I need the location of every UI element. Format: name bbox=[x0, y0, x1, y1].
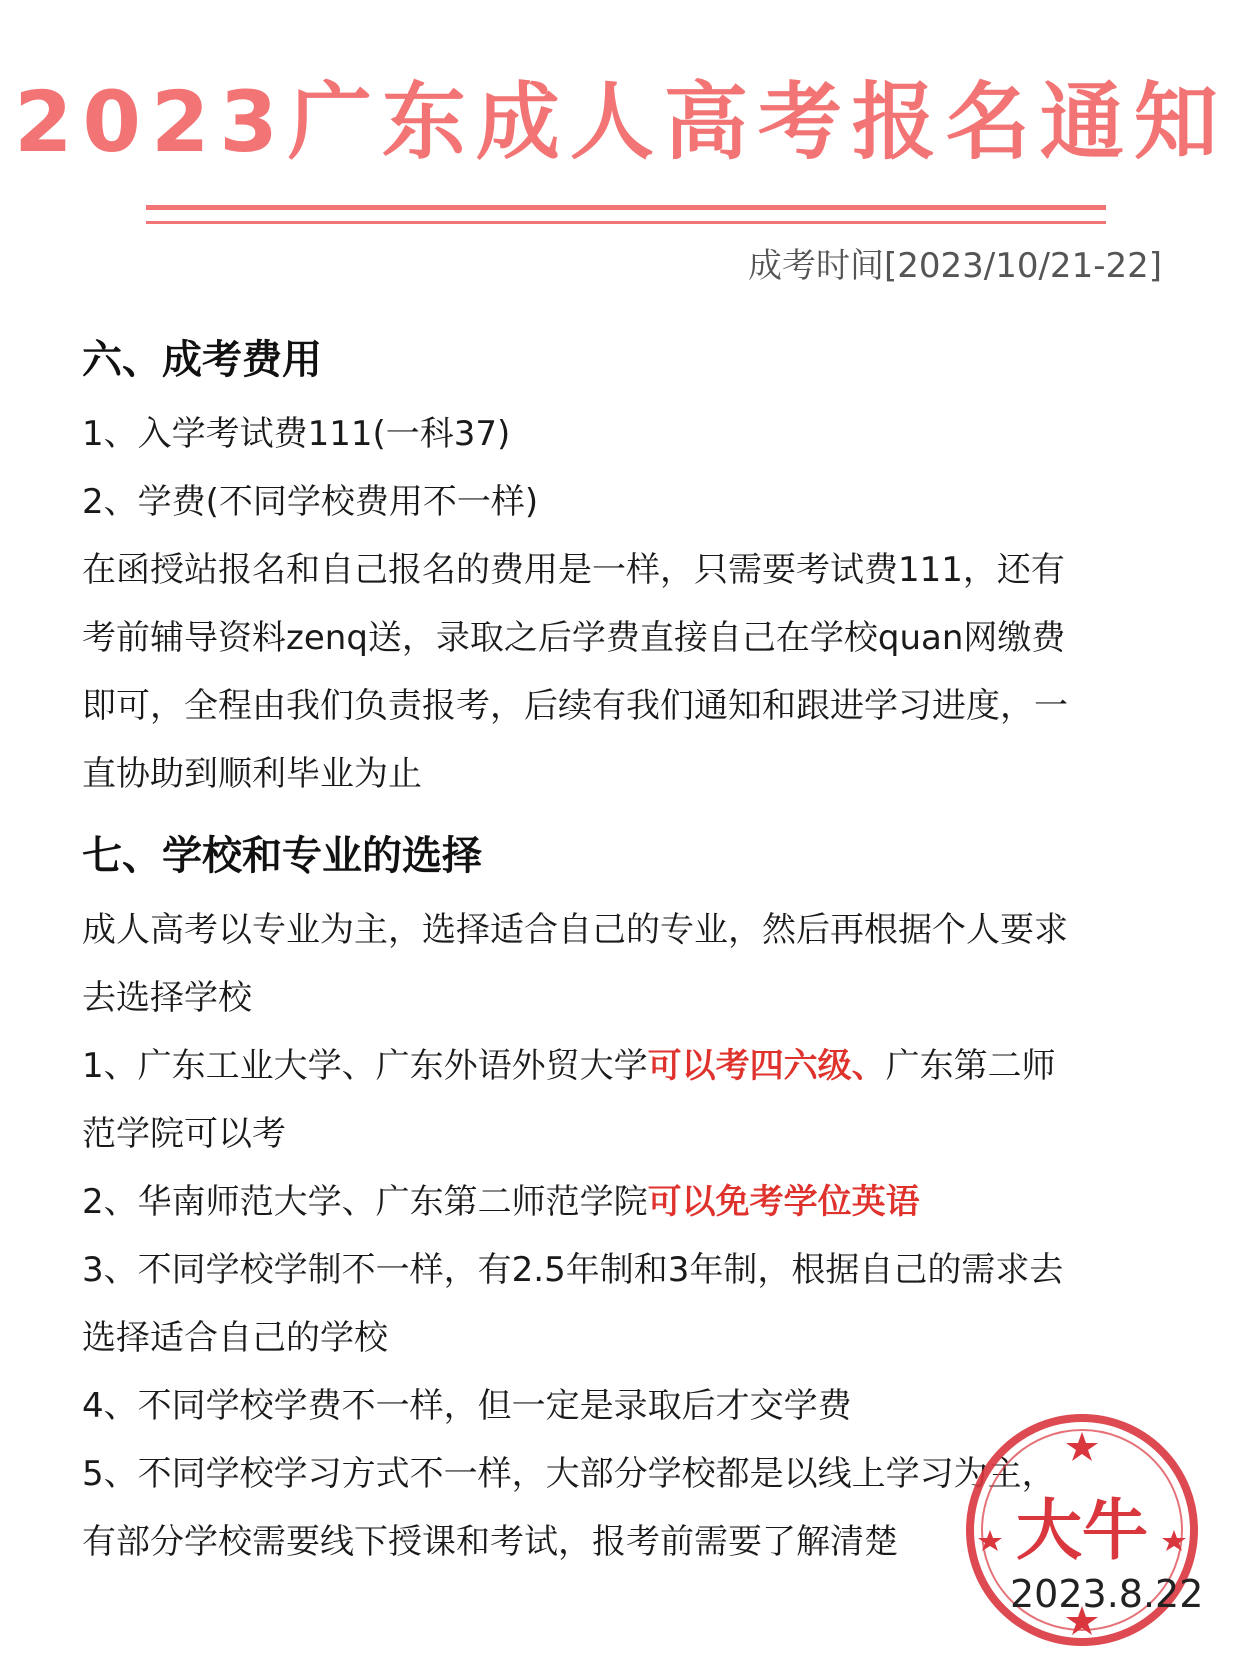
school-item-2-highlight: 可以免考学位英语 bbox=[647, 1182, 920, 1222]
fee-paragraph-line-2: 考前辅导资料zenq送，录取之后学费直接自己在学校quan网缴费 bbox=[82, 618, 1066, 658]
page-title: 2023广东成人高考报名通知 bbox=[14, 73, 1228, 171]
fee-line-1: 1、入学考试费111(一科37) bbox=[82, 414, 511, 454]
school-item-2-text: 2、华南师范大学、广东第二师范学院 bbox=[82, 1182, 648, 1222]
stamp-star-top bbox=[1066, 1432, 1098, 1461]
exam-date: 成考时间[2023/10/21-22] bbox=[747, 246, 1162, 286]
section-heading-school-choice: 七、学校和专业的选择 bbox=[82, 833, 482, 879]
school-item-3: 3、不同学校学制不一样，有2.5年制和3年制，根据自己的需求去 bbox=[82, 1250, 1064, 1290]
title-underline-thin bbox=[146, 221, 1106, 224]
stamp-date: 2023.8.22 bbox=[1010, 1572, 1204, 1616]
school-item-4: 4、不同学校学费不一样，但一定是录取后才交学费 bbox=[82, 1386, 852, 1426]
fee-paragraph-line-1: 在函授站报名和自己报名的费用是一样，只需要考试费111，还有 bbox=[82, 550, 1065, 590]
school-item-3-continued: 选择适合自己的学校 bbox=[82, 1318, 388, 1358]
school-item-2 bbox=[82, 1168, 1162, 1236]
school-item-1 bbox=[82, 1032, 1162, 1100]
school-item-1-highlight: 可以考四六级、 bbox=[647, 1046, 886, 1086]
school-item-5: 5、不同学校学习方式不一样，大部分学校都是以线上学习为主， bbox=[82, 1454, 1056, 1494]
school-intro-line-1: 成人高考以专业为主，选择适合自己的专业，然后再根据个人要求 bbox=[82, 910, 1068, 950]
school-item-1-continued: 范学院可以考 bbox=[82, 1114, 286, 1154]
stamp-text: 大牛 bbox=[1016, 1491, 1148, 1569]
school-item-1-text: 1、广东工业大学、广东外语外贸大学 bbox=[82, 1046, 648, 1086]
fee-line-2: 2、学费(不同学校费用不一样) bbox=[82, 482, 539, 522]
school-intro-line-2: 去选择学校 bbox=[82, 978, 252, 1018]
article-body bbox=[82, 330, 1162, 1576]
school-item-5-continued: 有部分学校需要线下授课和考试，报考前需要了解清楚 bbox=[82, 1522, 898, 1562]
fee-paragraph-line-3: 即可，全程由我们负责报考，后续有我们通知和跟进学习进度，一 bbox=[82, 686, 1068, 726]
title-underline-thick bbox=[146, 205, 1106, 210]
fee-paragraph-line-4: 直协助到顺利毕业为止 bbox=[82, 754, 422, 794]
section-heading-fees: 六、成考费用 bbox=[82, 337, 322, 383]
school-item-1-tail: 广东第二师 bbox=[885, 1046, 1056, 1086]
